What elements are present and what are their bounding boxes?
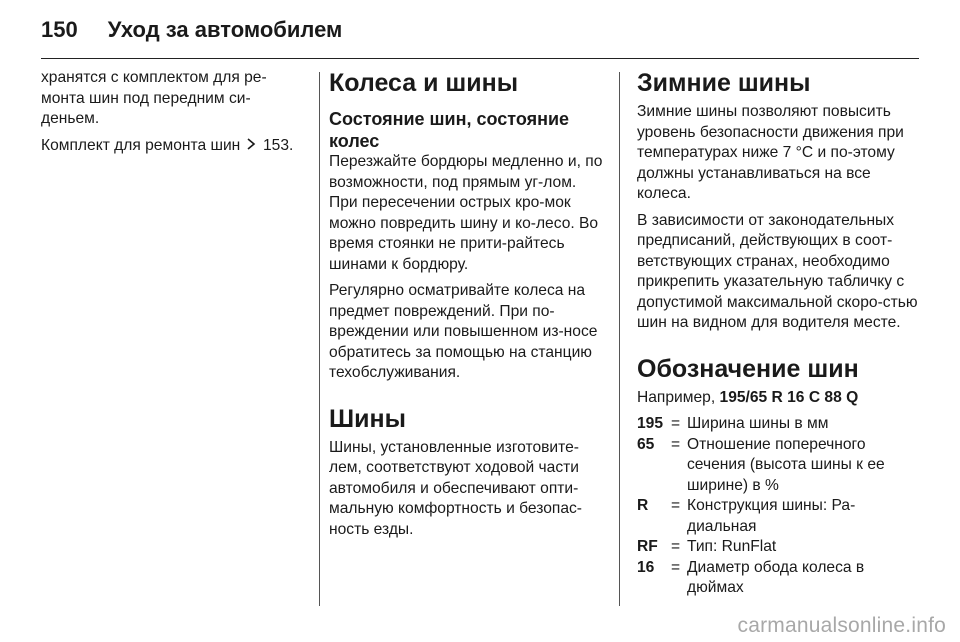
spec-description: Ширина шины в мм <box>687 415 829 432</box>
cross-reference <box>41 136 301 157</box>
column-left <box>41 68 301 162</box>
page-header <box>41 12 342 48</box>
column-right <box>637 68 922 599</box>
section-title: Обозначение шин <box>637 354 859 383</box>
spec-key: RF <box>637 538 658 555</box>
subsection-title: Состояние шин, состояние колес <box>329 109 570 151</box>
column-divider-1 <box>319 72 320 606</box>
paragraph: Шины, установленные изготовите-лем, соответствуют ходовой части автомобиля и обеспечивают опти-мальную комфортность и безопас-ность езды. <box>329 438 582 538</box>
spec-description: Отношение поперечного сечения (высота шины к ее ширине) в % <box>687 435 885 494</box>
paragraph: Регулярно осматривайте колеса на предмет повреждений. При по-вреждении или повышенном из-носе обратитесь за помощью на станцию техобслуживания. <box>329 282 598 381</box>
paragraph: Перезжайте бордюры медленно и, по возможности, под прямым уг-лом. При пересечении острых кро-мок можно повредить шину и ко-лесо. Во время стоянки не прити-райтесь шинами к бордюру. <box>329 153 603 273</box>
xref-page-link[interactable]: 153. <box>262 136 294 154</box>
header-divider <box>41 58 919 59</box>
page-number: 150 <box>41 17 78 42</box>
watermark: carmanualsonline.info <box>737 614 946 637</box>
page-title: Уход за автомобилем <box>107 17 343 42</box>
spec-equals: = <box>671 538 681 555</box>
paragraph: хранятся с комплектом для ре-монта шин под передним си-деньем. <box>41 69 267 127</box>
arrow-reference-icon <box>246 136 256 157</box>
spec-description: Тип: RunFlat <box>687 538 777 555</box>
tire-marking-list <box>637 414 922 599</box>
example-value: 195/65 R 16 C 88 Q <box>719 388 859 406</box>
section-title: Зимние шины <box>637 69 811 97</box>
example-label: Например, <box>637 388 716 406</box>
column-middle <box>329 68 609 546</box>
section-title: Колеса и шины <box>329 69 519 97</box>
section-title: Шины <box>329 404 406 433</box>
spec-key: 195 <box>637 415 664 432</box>
spec-equals: = <box>671 435 681 453</box>
spec-description: Конструкция шины: Ра-диальная <box>687 497 856 535</box>
column-divider-2 <box>619 72 620 606</box>
spec-equals: = <box>671 497 681 514</box>
xref-text: Комплект для ремонта шин <box>41 136 241 154</box>
spec-key: R <box>637 497 649 514</box>
spec-key: 65 <box>637 435 655 453</box>
paragraph: Зимние шины позволяют повысить уровень безопасности движения при температурах ниже 7 °C и по-этому должны устанавливаться на все колеса. <box>637 103 904 202</box>
spec-equals: = <box>671 415 681 432</box>
paragraph: В зависимости от законодательных предписаний, действующих в соот-ветствующих странах, необходимо прикрепить указательную табличку с допустимой максимальной скоро-стью шин на видном для водителя месте. <box>637 211 918 331</box>
spec-key: 16 <box>637 558 655 576</box>
example-line <box>637 388 922 409</box>
spec-equals: = <box>671 558 681 576</box>
spec-description: Диаметр обода колеса в дюймах <box>687 558 865 596</box>
